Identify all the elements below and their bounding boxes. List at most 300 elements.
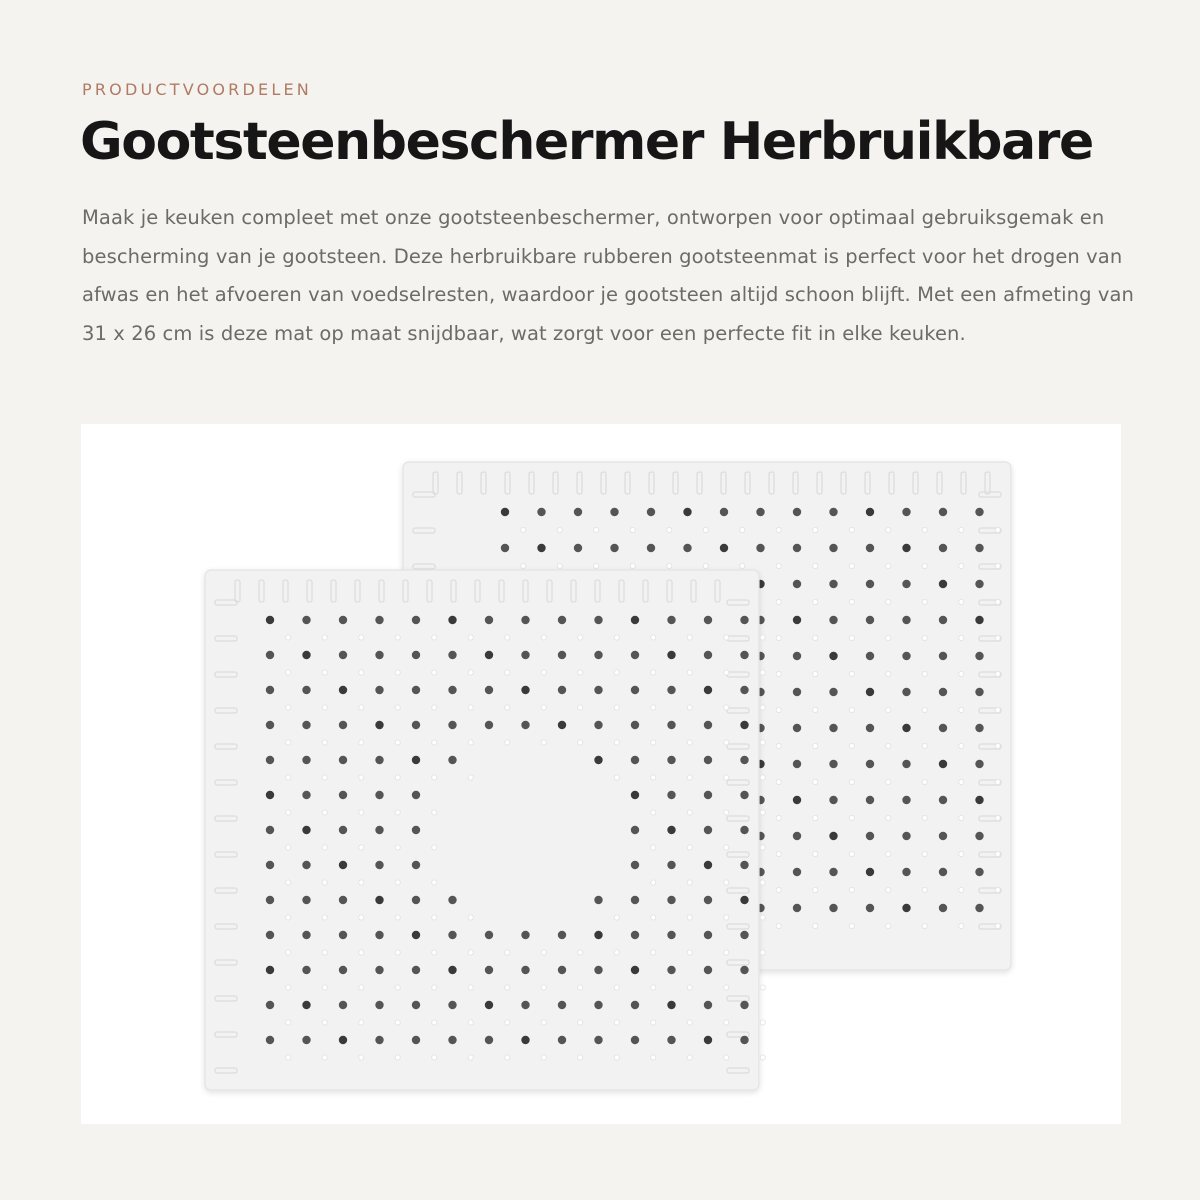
raised-nub bbox=[886, 923, 891, 928]
drain-hole bbox=[667, 966, 675, 974]
raised-nub bbox=[740, 563, 745, 568]
raised-nub bbox=[776, 563, 781, 568]
drain-hole bbox=[902, 580, 910, 588]
raised-nub bbox=[724, 985, 729, 990]
drain-hole bbox=[704, 861, 712, 869]
raised-nub bbox=[886, 563, 891, 568]
raised-nub bbox=[886, 815, 891, 820]
drain-hole bbox=[448, 616, 456, 624]
drain-hole bbox=[375, 686, 383, 694]
drain-hole bbox=[339, 896, 347, 904]
drain-hole bbox=[485, 1036, 493, 1044]
drain-hole bbox=[302, 826, 310, 834]
raised-nub bbox=[432, 705, 437, 710]
raised-nub bbox=[849, 815, 854, 820]
drain-hole bbox=[793, 544, 801, 552]
drain-hole bbox=[866, 868, 874, 876]
drain-hole bbox=[412, 1001, 420, 1009]
drain-hole bbox=[266, 1001, 274, 1009]
raised-nub bbox=[651, 705, 656, 710]
drain-hole bbox=[339, 616, 347, 624]
raised-nub bbox=[432, 1055, 437, 1060]
raised-nub bbox=[505, 1020, 510, 1025]
drain-hole bbox=[740, 896, 748, 904]
drain-hole bbox=[302, 756, 310, 764]
raised-nub bbox=[724, 740, 729, 745]
product-image bbox=[81, 424, 1121, 1124]
raised-nub bbox=[703, 563, 708, 568]
drain-hole bbox=[866, 796, 874, 804]
drain-hole bbox=[558, 616, 566, 624]
raised-nub bbox=[395, 880, 400, 885]
drain-hole bbox=[448, 651, 456, 659]
drain-hole bbox=[631, 966, 639, 974]
drain-hole bbox=[339, 861, 347, 869]
drain-hole bbox=[647, 508, 655, 516]
raised-nub bbox=[395, 845, 400, 850]
drain-hole bbox=[939, 724, 947, 732]
drain-hole bbox=[720, 544, 728, 552]
raised-nub bbox=[886, 635, 891, 640]
raised-nub bbox=[959, 707, 964, 712]
raised-nub bbox=[849, 671, 854, 676]
raised-nub bbox=[922, 671, 927, 676]
drain-hole bbox=[939, 760, 947, 768]
drain-hole bbox=[667, 931, 675, 939]
drain-hole bbox=[448, 1001, 456, 1009]
raised-nub bbox=[359, 985, 364, 990]
drain-hole bbox=[448, 686, 456, 694]
raised-nub bbox=[286, 845, 291, 850]
drain-hole bbox=[683, 544, 691, 552]
drain-hole bbox=[448, 721, 456, 729]
drain-hole bbox=[266, 826, 274, 834]
raised-nub bbox=[667, 527, 672, 532]
raised-nub bbox=[630, 563, 635, 568]
raised-nub bbox=[724, 845, 729, 850]
raised-nub bbox=[687, 950, 692, 955]
raised-nub bbox=[651, 810, 656, 815]
drain-hole bbox=[302, 616, 310, 624]
drain-hole bbox=[667, 826, 675, 834]
drain-hole bbox=[485, 651, 493, 659]
raised-nub bbox=[886, 887, 891, 892]
raised-nub bbox=[959, 671, 964, 676]
drain-hole bbox=[558, 1036, 566, 1044]
drain-hole bbox=[939, 904, 947, 912]
raised-nub bbox=[687, 1020, 692, 1025]
raised-nub bbox=[359, 845, 364, 850]
drain-hole bbox=[485, 721, 493, 729]
drain-hole bbox=[667, 616, 675, 624]
raised-nub bbox=[359, 705, 364, 710]
drain-hole bbox=[594, 1036, 602, 1044]
raised-nub bbox=[776, 635, 781, 640]
raised-nub bbox=[505, 950, 510, 955]
raised-nub bbox=[667, 563, 672, 568]
drain-hole bbox=[521, 931, 529, 939]
drain-hole bbox=[667, 791, 675, 799]
drain-hole bbox=[574, 544, 582, 552]
raised-nub bbox=[724, 635, 729, 640]
raised-nub bbox=[922, 599, 927, 604]
drain-hole bbox=[975, 796, 983, 804]
raised-nub bbox=[395, 1020, 400, 1025]
drain-hole bbox=[829, 508, 837, 516]
raised-nub bbox=[286, 670, 291, 675]
drain-hole bbox=[302, 651, 310, 659]
drain-hole bbox=[266, 791, 274, 799]
raised-nub bbox=[687, 880, 692, 885]
raised-nub bbox=[432, 985, 437, 990]
drain-hole bbox=[866, 508, 874, 516]
drain-hole bbox=[793, 832, 801, 840]
drain-hole bbox=[756, 508, 764, 516]
drain-hole bbox=[521, 616, 529, 624]
raised-nub bbox=[322, 1020, 327, 1025]
drain-hole bbox=[375, 1001, 383, 1009]
drain-hole bbox=[704, 896, 712, 904]
front-mat bbox=[205, 570, 765, 1090]
raised-nub bbox=[614, 1055, 619, 1060]
drain-hole bbox=[485, 616, 493, 624]
raised-nub bbox=[922, 779, 927, 784]
raised-nub bbox=[359, 1020, 364, 1025]
raised-nub bbox=[995, 527, 1000, 532]
drain-hole bbox=[631, 1036, 639, 1044]
raised-nub bbox=[578, 950, 583, 955]
drain-hole bbox=[793, 904, 801, 912]
drain-hole bbox=[594, 931, 602, 939]
drain-hole bbox=[412, 931, 420, 939]
drain-hole bbox=[975, 688, 983, 696]
eyebrow-label: PRODUCTVOORDELEN bbox=[82, 80, 312, 99]
raised-nub bbox=[468, 915, 473, 920]
drain-hole bbox=[829, 544, 837, 552]
raised-nub bbox=[432, 880, 437, 885]
drain-hole bbox=[339, 1036, 347, 1044]
raised-nub bbox=[760, 915, 765, 920]
raised-nub bbox=[724, 670, 729, 675]
drain-hole bbox=[902, 868, 910, 876]
raised-nub bbox=[578, 740, 583, 745]
raised-nub bbox=[322, 705, 327, 710]
raised-nub bbox=[760, 1055, 765, 1060]
raised-nub bbox=[322, 810, 327, 815]
raised-nub bbox=[651, 670, 656, 675]
drain-hole bbox=[375, 966, 383, 974]
raised-nub bbox=[959, 815, 964, 820]
raised-nub bbox=[359, 810, 364, 815]
raised-nub bbox=[724, 915, 729, 920]
raised-nub bbox=[776, 671, 781, 676]
drain-hole bbox=[594, 721, 602, 729]
raised-nub bbox=[651, 740, 656, 745]
drain-hole bbox=[704, 756, 712, 764]
drain-hole bbox=[594, 616, 602, 624]
raised-nub bbox=[541, 740, 546, 745]
drain-hole bbox=[704, 721, 712, 729]
drain-hole bbox=[866, 904, 874, 912]
drain-hole bbox=[939, 544, 947, 552]
raised-nub bbox=[651, 985, 656, 990]
raised-nub bbox=[813, 923, 818, 928]
drain-hole bbox=[537, 544, 545, 552]
drain-hole bbox=[975, 652, 983, 660]
drain-hole bbox=[631, 826, 639, 834]
raised-nub bbox=[959, 923, 964, 928]
raised-nub bbox=[687, 705, 692, 710]
raised-nub bbox=[322, 670, 327, 675]
raised-nub bbox=[505, 670, 510, 675]
raised-nub bbox=[286, 740, 291, 745]
drain-hole bbox=[939, 868, 947, 876]
raised-nub bbox=[760, 705, 765, 710]
drain-hole bbox=[485, 966, 493, 974]
drain-hole bbox=[793, 688, 801, 696]
raised-nub bbox=[322, 985, 327, 990]
raised-nub bbox=[922, 815, 927, 820]
raised-nub bbox=[614, 775, 619, 780]
drain-hole bbox=[829, 760, 837, 768]
raised-nub bbox=[776, 707, 781, 712]
drain-hole bbox=[339, 1001, 347, 1009]
raised-nub bbox=[432, 635, 437, 640]
drain-hole bbox=[793, 652, 801, 660]
raised-nub bbox=[578, 670, 583, 675]
drain-hole bbox=[740, 686, 748, 694]
raised-nub bbox=[521, 527, 526, 532]
drain-hole bbox=[902, 760, 910, 768]
raised-nub bbox=[578, 1055, 583, 1060]
raised-nub bbox=[557, 563, 562, 568]
raised-nub bbox=[995, 815, 1000, 820]
raised-nub bbox=[959, 887, 964, 892]
raised-nub bbox=[776, 923, 781, 928]
raised-nub bbox=[776, 599, 781, 604]
drain-hole bbox=[667, 651, 675, 659]
raised-nub bbox=[468, 1020, 473, 1025]
raised-nub bbox=[886, 599, 891, 604]
drain-hole bbox=[412, 896, 420, 904]
drain-hole bbox=[939, 832, 947, 840]
drain-hole bbox=[266, 896, 274, 904]
raised-nub bbox=[995, 671, 1000, 676]
raised-nub bbox=[395, 915, 400, 920]
drain-hole bbox=[302, 721, 310, 729]
drain-hole bbox=[793, 724, 801, 732]
drain-hole bbox=[412, 756, 420, 764]
drain-hole bbox=[558, 931, 566, 939]
drain-hole bbox=[521, 686, 529, 694]
raised-nub bbox=[322, 635, 327, 640]
raised-nub bbox=[468, 705, 473, 710]
drain-hole bbox=[339, 756, 347, 764]
raised-nub bbox=[505, 985, 510, 990]
raised-nub bbox=[468, 740, 473, 745]
drain-hole bbox=[902, 832, 910, 840]
raised-nub bbox=[687, 810, 692, 815]
drain-hole bbox=[939, 508, 947, 516]
raised-nub bbox=[286, 985, 291, 990]
drain-hole bbox=[975, 904, 983, 912]
drain-hole bbox=[866, 652, 874, 660]
drain-hole bbox=[339, 791, 347, 799]
raised-nub bbox=[776, 815, 781, 820]
raised-nub bbox=[849, 707, 854, 712]
product-image-panel bbox=[81, 424, 1121, 1124]
raised-nub bbox=[395, 670, 400, 675]
drain-hole bbox=[558, 721, 566, 729]
raised-nub bbox=[724, 775, 729, 780]
raised-nub bbox=[687, 1055, 692, 1060]
drain-hole bbox=[902, 724, 910, 732]
drain-hole bbox=[793, 796, 801, 804]
drain-hole bbox=[485, 931, 493, 939]
raised-nub bbox=[849, 923, 854, 928]
raised-nub bbox=[813, 527, 818, 532]
drain-hole bbox=[740, 826, 748, 834]
drain-hole bbox=[594, 896, 602, 904]
raised-nub bbox=[886, 527, 891, 532]
raised-nub bbox=[395, 740, 400, 745]
raised-nub bbox=[521, 563, 526, 568]
drain-hole bbox=[829, 580, 837, 588]
raised-nub bbox=[505, 740, 510, 745]
raised-nub bbox=[468, 950, 473, 955]
raised-nub bbox=[395, 635, 400, 640]
drain-hole bbox=[866, 580, 874, 588]
raised-nub bbox=[557, 527, 562, 532]
raised-nub bbox=[813, 815, 818, 820]
raised-nub bbox=[959, 851, 964, 856]
raised-nub bbox=[614, 740, 619, 745]
drain-hole bbox=[704, 616, 712, 624]
drain-hole bbox=[704, 826, 712, 834]
drain-hole bbox=[740, 791, 748, 799]
raised-nub bbox=[922, 563, 927, 568]
drain-hole bbox=[902, 508, 910, 516]
drain-hole bbox=[412, 1036, 420, 1044]
drain-hole bbox=[574, 508, 582, 516]
drain-hole bbox=[902, 796, 910, 804]
drain-hole bbox=[829, 652, 837, 660]
drain-hole bbox=[448, 931, 456, 939]
drain-hole bbox=[631, 1001, 639, 1009]
raised-nub bbox=[922, 527, 927, 532]
raised-nub bbox=[849, 563, 854, 568]
raised-nub bbox=[594, 527, 599, 532]
raised-nub bbox=[995, 743, 1000, 748]
drain-hole bbox=[756, 544, 764, 552]
raised-nub bbox=[541, 705, 546, 710]
drain-hole bbox=[375, 1036, 383, 1044]
drain-hole bbox=[975, 868, 983, 876]
drain-hole bbox=[339, 686, 347, 694]
raised-nub bbox=[322, 1055, 327, 1060]
raised-nub bbox=[687, 985, 692, 990]
drain-hole bbox=[266, 686, 274, 694]
drain-hole bbox=[829, 868, 837, 876]
drain-hole bbox=[866, 544, 874, 552]
raised-nub bbox=[286, 915, 291, 920]
drain-hole bbox=[975, 760, 983, 768]
drain-hole bbox=[302, 1001, 310, 1009]
raised-nub bbox=[505, 705, 510, 710]
drain-hole bbox=[521, 1036, 529, 1044]
raised-nub bbox=[614, 950, 619, 955]
raised-nub bbox=[541, 635, 546, 640]
raised-nub bbox=[651, 915, 656, 920]
drain-hole bbox=[866, 688, 874, 696]
drain-hole bbox=[448, 1036, 456, 1044]
raised-nub bbox=[359, 950, 364, 955]
drain-hole bbox=[793, 508, 801, 516]
drain-hole bbox=[902, 616, 910, 624]
drain-hole bbox=[704, 791, 712, 799]
mat-body bbox=[205, 570, 759, 1090]
raised-nub bbox=[760, 670, 765, 675]
drain-hole bbox=[829, 688, 837, 696]
drain-hole bbox=[902, 652, 910, 660]
raised-nub bbox=[995, 887, 1000, 892]
drain-hole bbox=[740, 861, 748, 869]
drain-hole bbox=[631, 651, 639, 659]
drain-hole bbox=[793, 868, 801, 876]
raised-nub bbox=[886, 707, 891, 712]
drain-hole bbox=[302, 1036, 310, 1044]
raised-nub bbox=[578, 985, 583, 990]
drain-hole bbox=[266, 861, 274, 869]
drain-hole bbox=[412, 826, 420, 834]
raised-nub bbox=[886, 743, 891, 748]
raised-nub bbox=[359, 1055, 364, 1060]
drain-hole bbox=[266, 616, 274, 624]
raised-nub bbox=[359, 740, 364, 745]
raised-nub bbox=[614, 1020, 619, 1025]
drain-hole bbox=[448, 966, 456, 974]
drain-hole bbox=[740, 616, 748, 624]
drain-hole bbox=[975, 724, 983, 732]
drain-hole bbox=[266, 931, 274, 939]
drain-hole bbox=[939, 652, 947, 660]
raised-nub bbox=[395, 775, 400, 780]
raised-nub bbox=[922, 743, 927, 748]
drain-hole bbox=[704, 1001, 712, 1009]
raised-nub bbox=[760, 810, 765, 815]
raised-nub bbox=[651, 845, 656, 850]
drain-hole bbox=[793, 580, 801, 588]
raised-nub bbox=[687, 915, 692, 920]
drain-hole bbox=[501, 544, 509, 552]
drain-hole bbox=[339, 931, 347, 939]
drain-hole bbox=[631, 686, 639, 694]
drain-hole bbox=[610, 508, 618, 516]
raised-nub bbox=[724, 810, 729, 815]
raised-nub bbox=[922, 887, 927, 892]
raised-nub bbox=[651, 1055, 656, 1060]
raised-nub bbox=[813, 743, 818, 748]
drain-hole bbox=[594, 651, 602, 659]
drain-hole bbox=[902, 688, 910, 696]
raised-nub bbox=[322, 880, 327, 885]
drain-hole bbox=[521, 1001, 529, 1009]
raised-nub bbox=[995, 779, 1000, 784]
page-title: Gootsteenbeschermer Herbruikbare bbox=[80, 112, 1093, 172]
drain-hole bbox=[302, 861, 310, 869]
raised-nub bbox=[468, 1055, 473, 1060]
drain-hole bbox=[667, 1001, 675, 1009]
